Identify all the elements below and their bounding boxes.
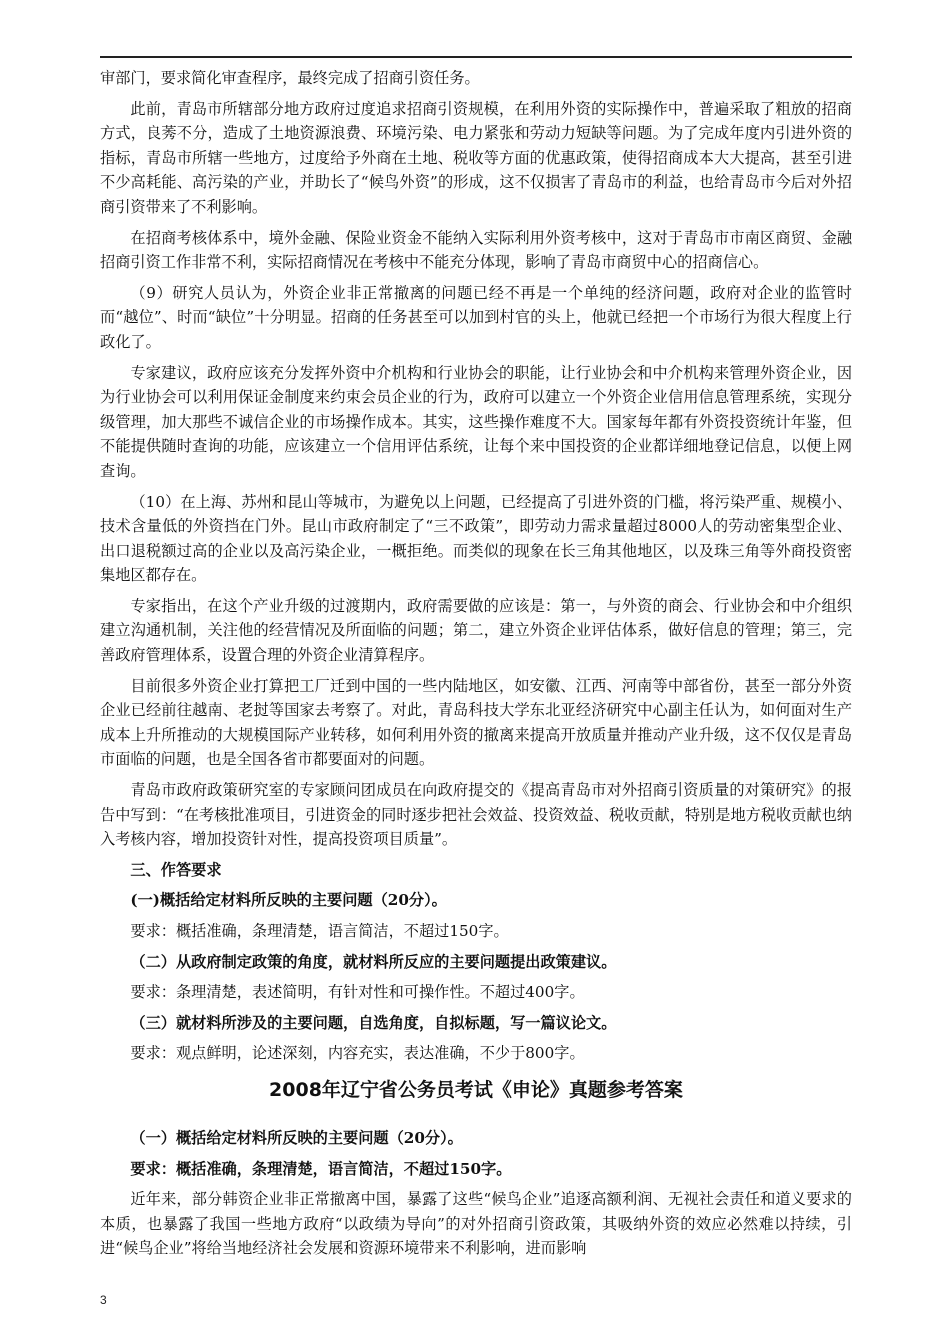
- question-2: （二）从政府制定政策的角度，就材料所反应的主要问题提出政策建议。: [130, 952, 617, 971]
- question-3: （三）就材料所涉及的主要问题，自选角度，自拟标题，写一篇议论文。: [130, 1013, 617, 1032]
- section-heading: 三、作答要求: [130, 860, 222, 879]
- requirement-3: 要求：观点鲜明，论述深刻，内容充实，表达准确，不少于800字。: [130, 1044, 585, 1063]
- paragraph: 专家建议，政府应该充分发挥外资中介机构和行业协会的职能，让行业协会和中介机构来管理外资企业，因为行业协会可以利用保证金制度来约束会员企业的行为，政府可以建立一个外资企业信用信息管理系统，实现分级管理，加大那些不诚信企业的市场操作成本。其实，这些操作难度不大。国家每年都有外资投资统计年鉴，但不能提供随时查询的功能，应该建立一个信用评估系统，让每个来中国投资的企业都详细地登记信息，以便上网查询。: [100, 363, 852, 480]
- header-rule: [100, 56, 852, 58]
- paragraph: 此前，青岛市所辖部分地方政府过度追求招商引资规模，在利用外资的实际操作中，普遍采取了粗放的招商方式，良莠不分，造成了土地资源浪费、环境污染、电力紧张和劳动力短缺等问题。为了完成年度内引进外资的指标，青岛市所辖一些地方，过度给予外商在土地、税收等方面的优惠政策，使得招商成本大大提高，甚至引进不少高耗能、高污染的产业，并助长了“候鸟外资”的形成，这不仅损害了青岛市的利益，也给青岛市今后对外招商引资带来了不利影响。: [100, 99, 852, 216]
- paragraph: （10）在上海、苏州和昆山等城市，为避免以上问题，已经提高了引进外资的门槛，将污染严重、规模小、技术含量低的外资挡在门外。昆山市政府制定了“三不政策”，即劳动力需求量超过8000人的劳动密集型企业、出口退税额过高的企业以及高污染企业，一概拒绝。而类似的现象在长三角其他地区，以及珠三角等外商投资密集地区都存在。: [100, 492, 852, 585]
- paragraph: 审部门，要求简化审查程序，最终完成了招商引资任务。: [100, 69, 480, 87]
- paragraph: 专家指出，在这个产业升级的过渡期内，政府需要做的应该是：第一，与外资的商会、行业协会和中介组织建立沟通机制，关注他的经营情况及所面临的问题；第二，建立外资企业评估体系，做好信息的管理；第三，完善政府管理体系，设置合理的外资企业清算程序。: [100, 596, 852, 665]
- paragraph: 在招商考核体系中，境外金融、保险业资金不能纳入实际利用外资考核中，这对于青岛市市南区商贸、金融招商引资工作非常不利，实际招商情况在考核中不能充分体现，影响了青岛市商贸中心的招商信心。: [100, 228, 852, 272]
- paragraph: （9）研究人员认为，外资企业非正常撤离的问题已经不再是一个单纯的经济问题，政府对企业的监管时而“越位”、时而“缺位”十分明显。招商的任务甚至可以加到村官的头上，他就已经把一个市场行为很大程度上行政化了。: [100, 283, 852, 351]
- paragraph: 青岛市政府政策研究室的专家顾问团成员在向政府提交的《提高青岛市对外招商引资质量的对策研究》的报告中写到：“在考核批准项目，引进资金的同时逐步把社会效益、投资效益、税收贡献，特别是地方税收贡献也纳入考核内容，增加投资针对性，提高投资项目质量”。: [100, 781, 852, 849]
- question-1: (一)概括给定材料所反映的主要问题（20分）。: [130, 891, 447, 910]
- paragraph: 目前很多外资企业打算把工厂迁到中国的一些内陆地区，如安徽、江西、河南等中部省份，甚至一部分外资企业已经前往越南、老挝等国家去考察了。对此，青岛科技大学东北亚经济研究中心副主任认为，如何面对生产成本上升所推动的大规模国际产业转移，如何利用外资的撤离来提高开放质量并推动产业升级，这不仅仅是青岛市面临的问题，也是全国各省市都要面对的问题。: [100, 676, 852, 769]
- answer-paragraph: 近年来，部分韩资企业非正常撤离中国，暴露了这些“候鸟企业”追逐高额利润、无视社会责任和道义要求的本质，也暴露了我国一些地方政府“以政绩为导向”的对外招商引资政策，其吸纳外资的效应必然难以持续，引进“候鸟企业”将给当地经济社会发展和资源环境带来不利影响，进而影响: [100, 1190, 852, 1258]
- page-content: [100, 66, 852, 1267]
- answer-requirement-1: 要求：概括准确，条理清楚，语言简洁，不超过150字。: [130, 1159, 512, 1178]
- requirement-2: 要求：条理清楚，表述简明，有针对性和可操作性。不超过400字。: [130, 983, 585, 1002]
- page-number: 3: [100, 1293, 107, 1307]
- answer-title: 2008年辽宁省公务员考试《申论》真题参考答案: [269, 1078, 683, 1101]
- requirement-1: 要求：概括准确，条理清楚，语言简洁，不超过150字。: [130, 922, 509, 940]
- answer-question-1: （一）概括给定材料所反映的主要问题（20分）。: [130, 1128, 463, 1147]
